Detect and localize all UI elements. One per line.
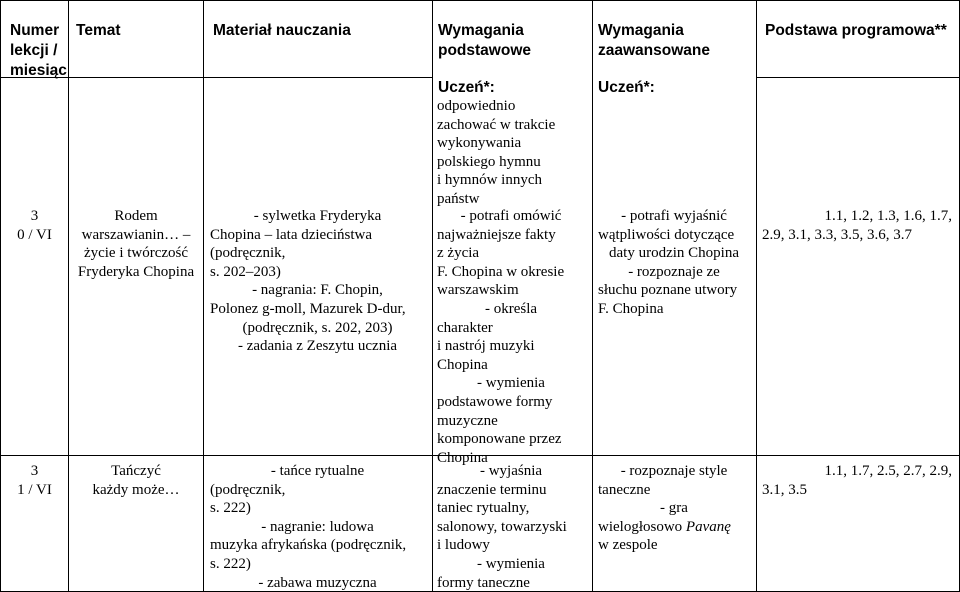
row2-topic: Tańczyć każdy może… [92,463,180,498]
row1-topic: Rodem warszawianin… – życie i twórczość Fryderyka Chopina [77,208,195,280]
row2-curriculum: 1.1, 1.7, 2.5, 2.7, 2.9, 3.1, 3.5 [762,463,952,498]
pavane-title: Pavanę [685,518,731,535]
row2-advanced-requirements: - rozpoznaje style taneczne - gra wielogłosowo Pavanę w zespole [598,463,731,554]
header-curriculum: Podstawa programowa** [765,22,947,39]
basic-sublabel: Uczeń*: [438,79,495,96]
column-divider [203,0,204,592]
header-topic: Temat [76,22,121,39]
advanced-sublabel: Uczeń*: [598,79,655,96]
row2-material: - tańce rytualne (podręcznik, s. 222) - nagranie: ludowa muzyka afrykańska (podręcznik, s. 222) - zabawa muzyczna [210,463,407,591]
row1-curriculum: 1.1, 1.2, 1.3, 1.6, 1.7, 2.9, 3.1, 3.3, 3.5, 3.6, 3.7 [762,208,952,243]
header-advanced-requirements: Wymagania zaawansowane [598,22,710,59]
row1-material: - sylwetka Fryderyka Chopina – lata dzieciństwa (podręcznik, s. 202–203) - nagrania: F. Chopin, Polonez g-moll, Mazurek D-dur, (podręcznik, s. 202, 203) - zadania z Zeszytu ucznia [210,208,406,355]
row1-basic-requirements: - potrafi omówić najważniejsze fakty z życia F. Chopina w okresie warszawskim - określa charakter i nastrój muzyki Chopina - wymienia podstawowe formy muzyczne komponowane przez Chopina [437,208,565,466]
row2-basic-requirements: - wyjaśnia znaczenie terminu taniec rytualny, salonowy, towarzyski i ludowy - wymienia formy taneczne [437,463,567,591]
row1-advanced-requirements: - potrafi wyjaśnić wątpliwości dotyczące daty urodzin Chopina - rozpoznaje ze słuchu poznane utwory F. Chopina [598,208,739,317]
table-border-top [0,0,960,1]
row1-lesson-number: 3 0 / VI [17,208,52,243]
header-material: Materiał nauczania [213,22,351,39]
header-basic-requirements: Wymagania podstawowe [438,22,532,59]
column-divider [592,0,593,592]
table-border-left [0,0,1,592]
column-divider [756,0,757,592]
column-divider [432,0,433,592]
header-bottom-rule [756,77,960,78]
basic-carry-over: odpowiednio zachować w trakcie wykonywania polskiego hymnu i hymnów innych państw [437,98,556,207]
row2-lesson-number: 3 1 / VI [17,463,52,498]
column-divider [68,0,69,592]
header-lesson-number: Numer lekcji / miesiąc [10,22,67,79]
ensemble-play-text: wielogłosowo [598,518,686,535]
